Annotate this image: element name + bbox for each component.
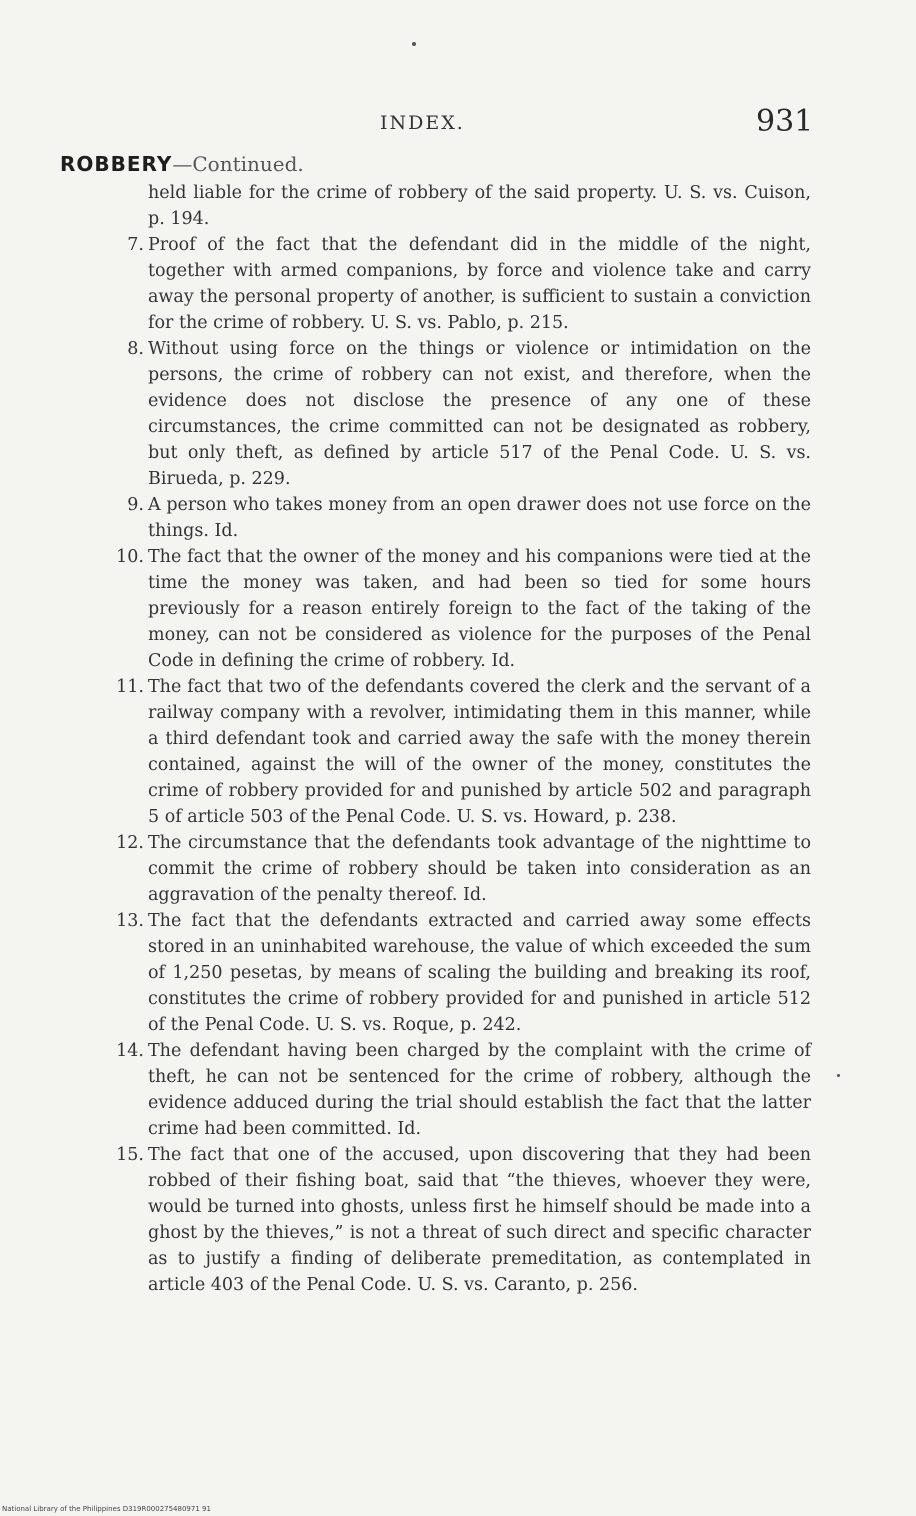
entry-text: Without using force on the things or violence or intimidation on the persons, the crime of robbery can not exist, and therefore, when the evidence does not disclose the presence of any one of these circumstances, the crime committed can not be designated as robbery, but only theft, as defined by article 517 of the Penal Code. U. S. vs. Birueda, p. 229. (148, 339, 811, 489)
index-entry (116, 908, 811, 1038)
running-head (0, 104, 916, 148)
entry-number: 12. (116, 833, 144, 853)
index-entry (116, 1142, 811, 1298)
entry-number: 14. (116, 1041, 144, 1061)
index-entry (148, 180, 811, 232)
entry-number: 10. (116, 547, 144, 567)
entry-number: 15. (116, 1145, 144, 1165)
scan-footer: National Library of the Philippines D319R000275480971 91 (2, 1505, 211, 1513)
entry-text: The fact that one of the accused, upon discovering that they had been robbed of their fishing boat, said that “the thieves, whoever they were, would be turned into ghosts, unless first he himself should be made into a ghost by the thieves,” is not a threat of such direct and specific character as to justify a finding of deliberate premeditation, as contemplated in article 403 of the Penal Code. U. S. vs. Caranto, p. 256. (148, 1145, 811, 1295)
index-entry (116, 544, 811, 674)
index-entry (116, 674, 811, 830)
running-title: INDEX. (380, 112, 465, 134)
entry-number: 13. (116, 911, 144, 931)
entry-text: The circumstance that the defendants took advantage of the nighttime to commit the crime of robbery should be taken into consideration as an aggravation of the penalty thereof. Id. (148, 833, 811, 905)
index-entry (127, 336, 811, 492)
entry-text: The fact that the defendants extracted and carried away some effects stored in an uninhabited warehouse, the value of which exceeded the sum of 1,250 pesetas, by means of scaling the building and breaking its roof, constitutes the crime of robbery provided for and punished in article 512 of the Penal Code. U. S. vs. Roque, p. 242. (148, 911, 811, 1035)
entry-text: held liable for the crime of robbery of the said property. U. S. vs. Cuison, p. 194. (148, 183, 811, 229)
entry-text: The fact that the owner of the money and his companions were tied at the time the money was taken, and had been so tied for some hours previously for a reason entirely foreign to the fact of the taking of the money, can not be considered as violence for the purposes of the Penal Code in defining the crime of robbery. Id. (148, 547, 811, 671)
page-speck (837, 1074, 840, 1077)
entry-number: 11. (116, 677, 144, 697)
index-entry (127, 232, 811, 336)
entry-number: 7. (127, 235, 144, 255)
section-heading (60, 152, 304, 176)
page-speck (412, 42, 416, 46)
index-entry (116, 1038, 811, 1142)
index-entry (127, 492, 811, 544)
entry-number: 8. (127, 339, 144, 359)
index-entries (116, 180, 811, 1298)
entry-text: A person who takes money from an open drawer does not use force on the things. Id. (148, 495, 811, 541)
index-entry (116, 830, 811, 908)
entry-text: Proof of the fact that the defendant did in the middle of the night, together with armed companions, by force and violence take and carry away the personal property of another, is sufficient to sustain a conviction for the crime of robbery. U. S. vs. Pablo, p. 215. (148, 235, 811, 333)
entry-text: The fact that two of the defendants covered the clerk and the servant of a railway company with a revolver, intimidating them in this manner, while a third defendant took and carried away the safe with the money therein contained, against the will of the owner of the money, constitutes the crime of robbery provided for and punished by article 502 and paragraph 5 of article 503 of the Penal Code. U. S. vs. Howard, p. 238. (148, 677, 811, 827)
entry-number: 9. (127, 495, 144, 515)
section-heading-continued: —Continued. (172, 152, 304, 176)
section-heading-title: ROBBERY (60, 152, 173, 176)
page-number: 931 (756, 104, 814, 139)
entry-text: The defendant having been charged by the complaint with the crime of theft, he can not be sentenced for the crime of robbery, although the evidence adduced during the trial should establish the fact that the latter crime had been committed. Id. (148, 1041, 811, 1139)
